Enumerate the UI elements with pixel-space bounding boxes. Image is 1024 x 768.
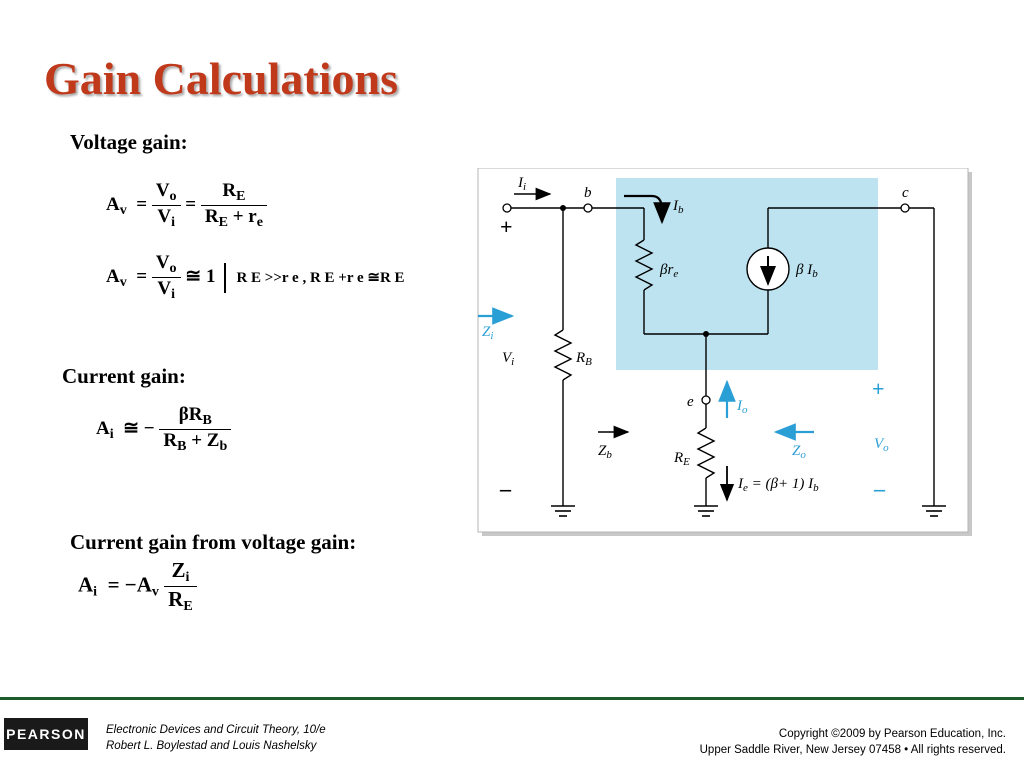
fraction-re-over-re-plus-re bbox=[201, 180, 267, 231]
eq-symbol: A bbox=[106, 193, 120, 215]
eq-symbol: A bbox=[96, 417, 110, 439]
eq-symbol: r bbox=[248, 206, 257, 227]
fraction-zi-re bbox=[164, 558, 197, 615]
pearson-logo: PEARSON bbox=[4, 718, 88, 750]
base-terminal bbox=[584, 204, 592, 212]
footer-rule bbox=[0, 697, 1024, 700]
eq-operator: = −A bbox=[107, 572, 152, 597]
eq-subscript: o bbox=[169, 189, 177, 204]
label-rb: $R_B$ bbox=[576, 350, 592, 368]
eq-symbol: V bbox=[155, 252, 170, 273]
eq-symbol: V bbox=[157, 278, 172, 299]
eq-subscript: E bbox=[236, 189, 246, 204]
label-zo: $Z_o$ bbox=[792, 443, 806, 461]
eq-operator: ≅ − bbox=[123, 417, 155, 439]
input-minus-sign: – bbox=[500, 476, 511, 501]
eq-operator: + bbox=[191, 430, 203, 451]
eq-operator: = bbox=[136, 265, 148, 287]
emitter-terminal bbox=[702, 396, 710, 404]
slide-title: Gain Calculations bbox=[44, 53, 399, 104]
eq-symbol: R bbox=[222, 180, 237, 201]
eq-symbol: R bbox=[168, 587, 184, 611]
eq-subscript: B bbox=[177, 439, 187, 454]
label-c: c bbox=[902, 185, 909, 201]
label-beta-re: $\beta r_e$ bbox=[660, 262, 679, 280]
current-gain-heading: Current gain: bbox=[62, 364, 186, 388]
eq-subscript: i bbox=[109, 426, 114, 442]
eq-operator: + bbox=[232, 206, 244, 227]
label-zb: $Z_b$ bbox=[598, 443, 612, 461]
fraction-vo-vi-2 bbox=[152, 252, 181, 303]
label-ii: $I_i$ bbox=[518, 175, 527, 193]
current-gain-equation bbox=[96, 404, 231, 455]
label-ie-equation: $I_e = (\beta+ 1)$ $I_b$ bbox=[738, 476, 819, 494]
book-title: Electronic Devices and Circuit Theory, 10/e bbox=[106, 724, 326, 736]
output-plus-sign: + bbox=[872, 376, 885, 401]
eq-subscript: i bbox=[171, 287, 175, 302]
fraction-vo-vi bbox=[152, 180, 181, 231]
eq-subscript: i bbox=[93, 584, 98, 600]
footer-copyright bbox=[700, 726, 1006, 758]
label-io: $I_o$ bbox=[737, 398, 748, 416]
label-re: $R_E$ bbox=[674, 450, 690, 468]
collector-terminal bbox=[901, 204, 909, 212]
fraction-beta-rb bbox=[159, 404, 231, 455]
approximation-condition: R E >>r e , R E +r e ≅R E bbox=[236, 269, 405, 286]
copyright-address: Upper Saddle River, New Jersey 07458 • All rights reserved. bbox=[699, 744, 1006, 756]
voltage-gain-equation-2 bbox=[106, 252, 405, 303]
label-beta-ib: β $I_b$ bbox=[796, 262, 818, 280]
voltage-gain-heading: Voltage gain: bbox=[70, 130, 188, 154]
current-gain-from-voltage-heading: Current gain from voltage gain: bbox=[70, 530, 357, 554]
eq-subscript: o bbox=[169, 261, 177, 276]
eq-symbol: A bbox=[78, 572, 94, 597]
eq-symbol: βR bbox=[178, 404, 203, 425]
eq-subscript: B bbox=[202, 413, 212, 428]
eq-subscript: E bbox=[218, 215, 228, 230]
voltage-gain-equation-1 bbox=[106, 180, 267, 231]
input-terminal bbox=[503, 204, 511, 212]
eq-subscript: b bbox=[219, 439, 228, 454]
eq-symbol: V bbox=[157, 206, 172, 227]
eq-operator: = bbox=[185, 193, 197, 215]
copyright-line: Copyright ©2009 by Pearson Education, Inc. bbox=[778, 728, 1006, 740]
equivalent-circuit-diagram bbox=[476, 168, 976, 540]
eq-subscript: e bbox=[256, 215, 263, 230]
eq-subscript: i bbox=[171, 215, 175, 230]
condition-divider bbox=[224, 263, 226, 293]
junction-dot bbox=[560, 205, 566, 211]
eq-symbol: R bbox=[204, 206, 219, 227]
eq-symbol: A bbox=[106, 265, 120, 287]
book-authors: Robert L. Boylestad and Louis Nashelsky bbox=[106, 740, 317, 752]
label-e: e bbox=[687, 394, 694, 410]
current-gain-from-voltage-equation bbox=[78, 558, 197, 615]
footer-book-info bbox=[106, 722, 326, 754]
label-ib: $I_b$ bbox=[673, 198, 684, 216]
eq-symbol: V bbox=[155, 180, 170, 201]
junction-dot bbox=[703, 331, 709, 337]
eq-subscript: v bbox=[119, 274, 127, 290]
eq-subscript: i bbox=[185, 570, 190, 585]
eq-subscript: v bbox=[119, 202, 127, 218]
eq-symbol: Z bbox=[206, 430, 220, 451]
eq-subscript: E bbox=[183, 599, 193, 614]
eq-symbol: Z bbox=[171, 558, 186, 582]
label-vi: $V_i$ bbox=[502, 350, 515, 368]
label-zi: $Z_i$ bbox=[482, 324, 494, 342]
label-vo: $V_o$ bbox=[874, 436, 889, 454]
eq-operator: = bbox=[136, 193, 148, 215]
eq-subscript: v bbox=[151, 584, 159, 600]
input-plus-sign: + bbox=[500, 214, 513, 239]
eq-approx-one: ≅ 1 bbox=[185, 265, 216, 287]
output-minus-sign: – bbox=[874, 476, 885, 501]
eq-symbol: R bbox=[163, 430, 178, 451]
label-b: b bbox=[584, 185, 592, 201]
